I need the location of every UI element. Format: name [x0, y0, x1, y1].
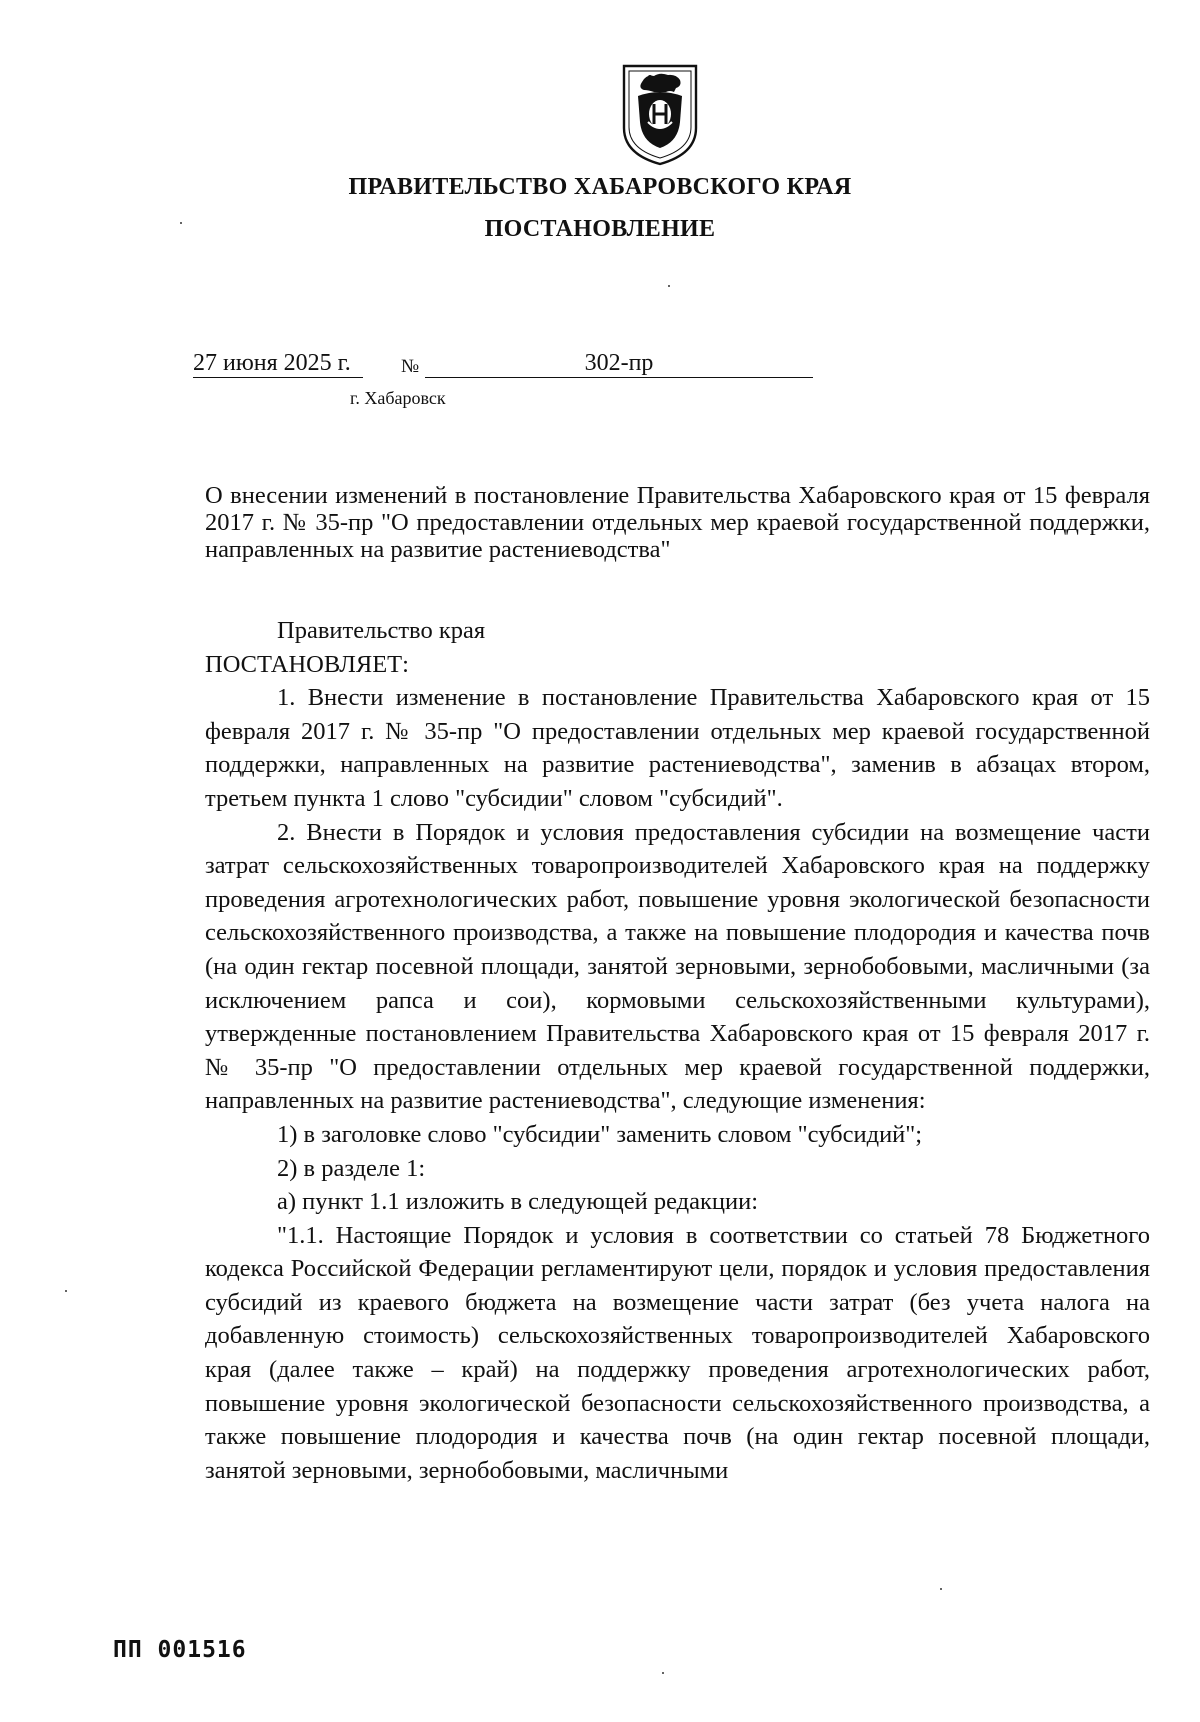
list-item-3: а) пункт 1.1 изложить в следующей редакции:: [277, 1188, 759, 1216]
number-sign: №: [401, 356, 420, 377]
list-item-2: 2) в разделе 1:: [277, 1154, 426, 1182]
document-date: 27 июня 2025 г.: [193, 350, 363, 378]
paragraph-3: "1.1. Настоящие Порядок и условия в соответствии со статьей 78 Бюджетного кодекса Российской Федерации регламентируют цели, порядок и условия предоставления субсидий из краевого бюджета на возмещение части затрат (без учета налога на добавленную стоимость) сельскохозяйственных товаропроизводителей Хабаровского края (далее также – край) на поддержку проведения агротехнологических работ, повышение уровня экологической безопасности сельскохозяйственного производства, а также повышение плодородия и качества почв (на один гектар посевной площади, занятой зерновыми, зернобобовыми, масличными: [205, 1221, 1150, 1484]
list-item-1: 1) в заголовке слово "субсидии" заменить словом "субсидий";: [277, 1120, 923, 1148]
organization-title: ПРАВИТЕЛЬСТВО ХАБАРОВСКОГО КРАЯ: [348, 174, 852, 200]
preamble: Правительство края: [277, 617, 486, 644]
footer-code: ПП 001516: [113, 1637, 247, 1663]
scan-speck: [662, 1672, 664, 1674]
paragraph-2: 2. Внести в Порядок и условия предоставления субсидии на возмещение части затрат сельскохозяйственных товаропроизводителей Хабаровского края на поддержку проведения агротехнологических работ, повышение уровня экологической безопасности сельскохозяйственного производства, а также на повышение плодородия и качества почв (на один гектар посевной площади, занятой зерновыми, зернобобовыми, масличными (за исключением рапса и сои), кормовыми сельскохозяйственными культурами), утвержденные постановлением Правительства Хабаровского края от 15 февраля 2017 г. № 35-пр "О предоставлении отдельных мер краевой государственной поддержки, направленных на развитие растениеводства", следующие изменения:: [205, 818, 1150, 1115]
scan-speck: [940, 1588, 942, 1590]
scan-speck: [65, 1290, 67, 1292]
scan-speck: [180, 222, 182, 224]
scan-speck: [668, 285, 670, 287]
document-city: г. Хабаровск: [350, 388, 446, 408]
document-number: 302-пр: [425, 350, 813, 378]
resolves-heading: ПОСТАНОВЛЯЕТ:: [205, 650, 409, 678]
document-body: [205, 614, 1150, 1487]
paragraph-1: 1. Внести изменение в постановление Правительства Хабаровского края от 15 февраля 2017 г. № 35-пр "О предоставлении отдельных мер краевой государственной поддержки, направленных на развитие растениеводства", заменив в абзацах втором, третьем пункта 1 слово "субсидии" словом "субсидий".: [205, 684, 1150, 812]
coat-of-arms-icon: [620, 62, 700, 168]
document-subject: О внесении изменений в постановление Правительства Хабаровского края от 15 февраля 2017 г. № 35-пр "О предоставлении отдельных мер краевой государственной поддержки, направленных на развитие растениеводства": [205, 482, 1150, 563]
document-type: ПОСТАНОВЛЕНИЕ: [484, 216, 716, 242]
